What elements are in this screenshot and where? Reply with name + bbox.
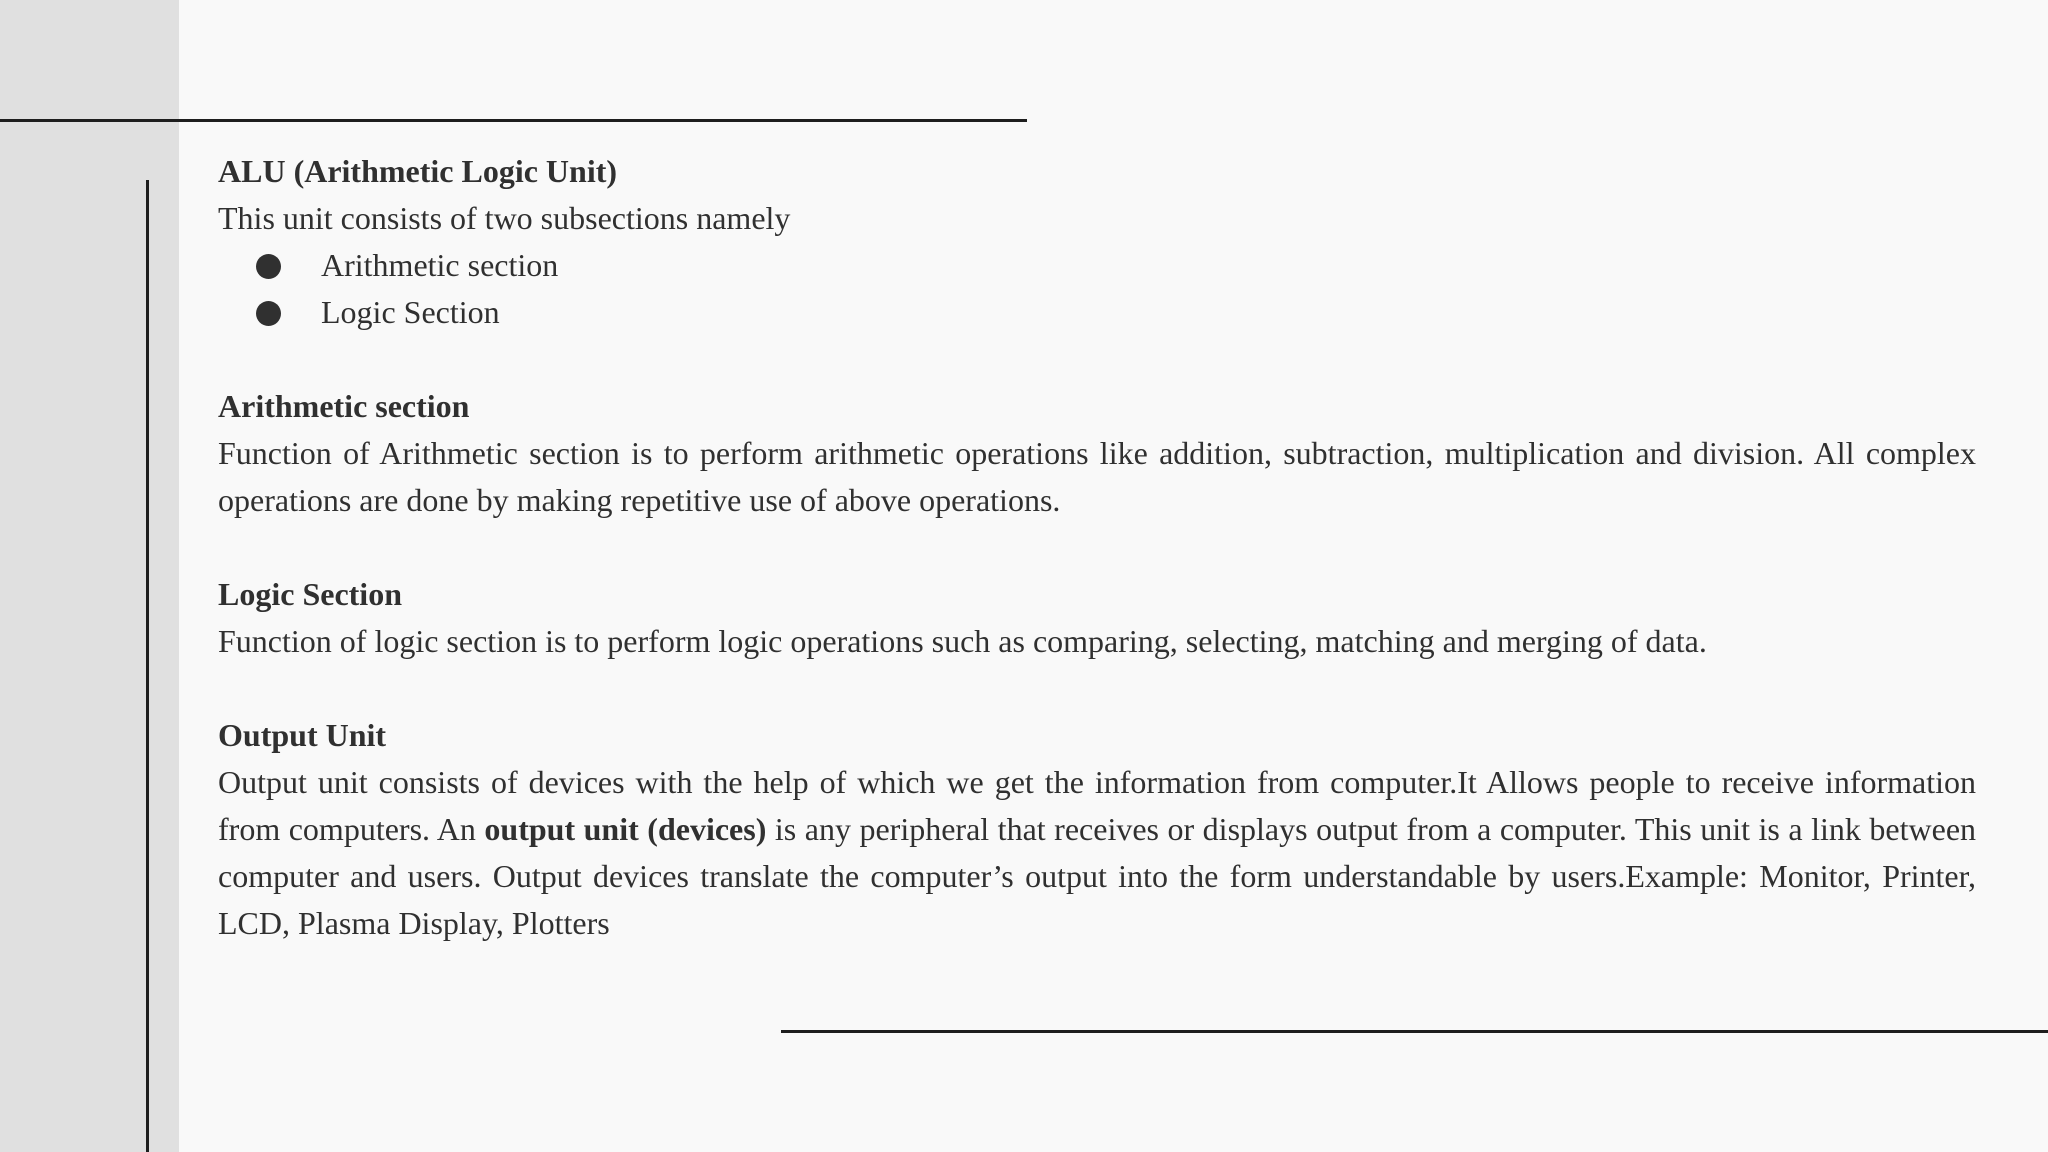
alu-heading: ALU (Arithmetic Logic Unit) (218, 153, 618, 189)
output-body (218, 759, 1976, 947)
bullet-icon (256, 254, 281, 279)
output-body-bold-term: output unit (devices) (484, 811, 767, 847)
output-heading: Output Unit (218, 717, 387, 753)
alu-intro: This unit consists of two subsections namely (218, 200, 791, 236)
vertical-divider-line (146, 180, 149, 1152)
bottom-divider-line (781, 1030, 2048, 1033)
alu-subsections-list (218, 242, 1976, 336)
list-item-label: Arithmetic section (321, 247, 559, 283)
top-divider-line (0, 119, 1027, 122)
output-body-text: Output unit consists of devices with the help of which we get the information from computer.It Allows people to receive information from computers. An (218, 764, 1976, 847)
list-item (218, 289, 1976, 336)
output-body-text: is any peripheral that receives or displays output from a computer. This unit is a link between computer and users. Output devices translate the computer’s output into the form understandable by users.Example: Monitor, Printer, LCD, Plasma Display, Plotters (218, 811, 1977, 941)
arithmetic-body: Function of Arithmetic section is to perform arithmetic operations like addition, subtraction, multiplication and division. All complex operations are done by making repetitive use of above operations. (218, 435, 1976, 518)
document-content (218, 148, 1976, 947)
arithmetic-heading: Arithmetic section (218, 388, 470, 424)
logic-heading: Logic Section (218, 576, 402, 612)
list-item-label: Logic Section (321, 294, 500, 330)
logic-body: Function of logic section is to perform logic operations such as comparing, selecting, matching and merging of data. (218, 623, 1707, 659)
side-panel (0, 0, 179, 1152)
list-item (218, 242, 1976, 289)
bullet-icon (256, 301, 281, 326)
